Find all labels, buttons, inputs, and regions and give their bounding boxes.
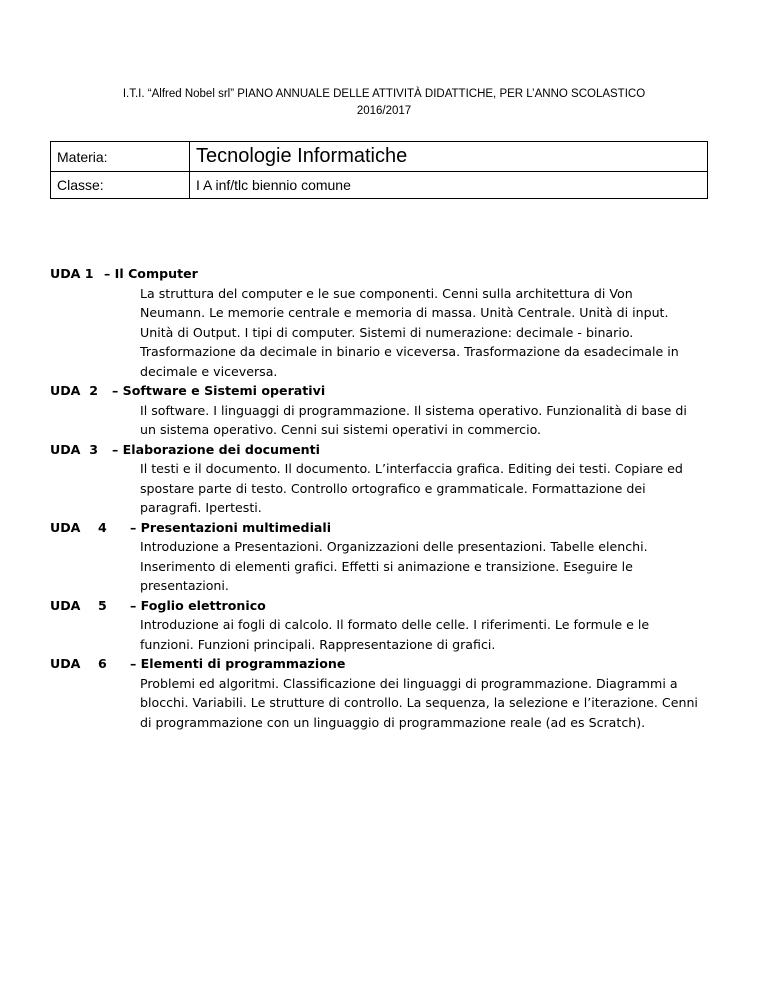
uda-content: La struttura del computer e le sue componenti. Cenni sulla architettura di Von Neumann. Le memorie centrale e memoria di massa. Unità Centrale. Unità di input. Unità di Output. I tipi di computer. Sistemi di numerazione: decimale - binario. Trasformazione da decimale in binario e viceversa. Trasformazione da esadecimale in decimale e viceversa. — [140, 285, 679, 379]
subject-row — [51, 142, 708, 172]
document-header — [60, 86, 708, 120]
uda-heading — [50, 381, 720, 401]
subject-label: Materia: — [51, 142, 190, 172]
uda-item — [50, 654, 720, 732]
uda-heading — [50, 654, 720, 674]
class-label: Classe: — [51, 172, 190, 199]
uda-content: Introduzione ai fogli di calcolo. Il formato delle celle. I riferimenti. Le formule e le funzioni. Funzioni principali. Rappresentazione di grafici. — [140, 617, 650, 652]
uda-title: – Foglio elettronico — [130, 597, 266, 613]
uda-number: UDA 5 — [50, 597, 107, 613]
uda-heading — [50, 518, 720, 538]
uda-title: – Software e Sistemi operativi — [112, 383, 326, 398]
uda-title: – Elaborazione dei documenti — [112, 441, 320, 457]
uda-number: UDA 2 — [50, 383, 98, 398]
uda-title: – Elementi di programmazione — [130, 656, 346, 671]
uda-item — [50, 596, 720, 655]
uda-heading — [50, 264, 720, 284]
uda-content: Problemi ed algoritmi. Classificazione dei linguaggi di programmazione. Diagrammi a blocchi. Variabili. Le strutture di controllo. La sequenza, la selezione e l’iterazione. Cenni di programmazione con un linguaggio di programmazione reale (ad es Scratch). — [140, 675, 698, 730]
class-row — [51, 172, 708, 199]
class-value: I A inf/tlc biennio comune — [190, 172, 708, 199]
header-line-2: 2016/2017 — [356, 105, 412, 117]
uda-content: Il testi e il documento. Il documento. L’interfaccia grafica. Editing dei testi. Copiare ed spostare parte di testo. Controllo ortografico e grammaticale. Formattazione dei paragrafi. Ipertesti. — [140, 461, 683, 515]
uda-number: UDA 4 — [50, 519, 107, 535]
subject-value: Tecnologie Informatiche — [190, 142, 708, 172]
uda-item — [50, 381, 720, 440]
uda-number: UDA 1 — [50, 266, 94, 281]
uda-content: Introduzione a Presentazioni. Organizzazioni delle presentazioni. Tabelle elenchi. Inserimento di elementi grafici. Effetti si animazione e transizione. Eseguire le presentazioni. — [140, 539, 648, 593]
uda-item — [50, 518, 720, 596]
info-table — [50, 141, 708, 199]
header-line-1: I.T.I. “Alfred Nobel srl” PIANO ANNUALE DELLE ATTIVITÀ DIDATTICHE, PER L’ANNO SCOLASTICO — [122, 88, 646, 100]
units-list — [50, 264, 720, 732]
uda-item — [50, 264, 720, 381]
uda-content: Il software. I linguaggi di programmazione. Il sistema operativo. Funzionalità di base di un sistema operativo. Cenni sui sistemi operativi in commercio. — [140, 402, 687, 437]
uda-title: – Presentazioni multimediali — [130, 519, 332, 535]
uda-item — [50, 440, 720, 518]
uda-number: UDA 6 — [50, 656, 107, 671]
uda-heading — [50, 440, 720, 460]
uda-title: – Il Computer — [104, 266, 198, 281]
uda-heading — [50, 596, 720, 616]
uda-number: UDA 3 — [50, 441, 98, 457]
